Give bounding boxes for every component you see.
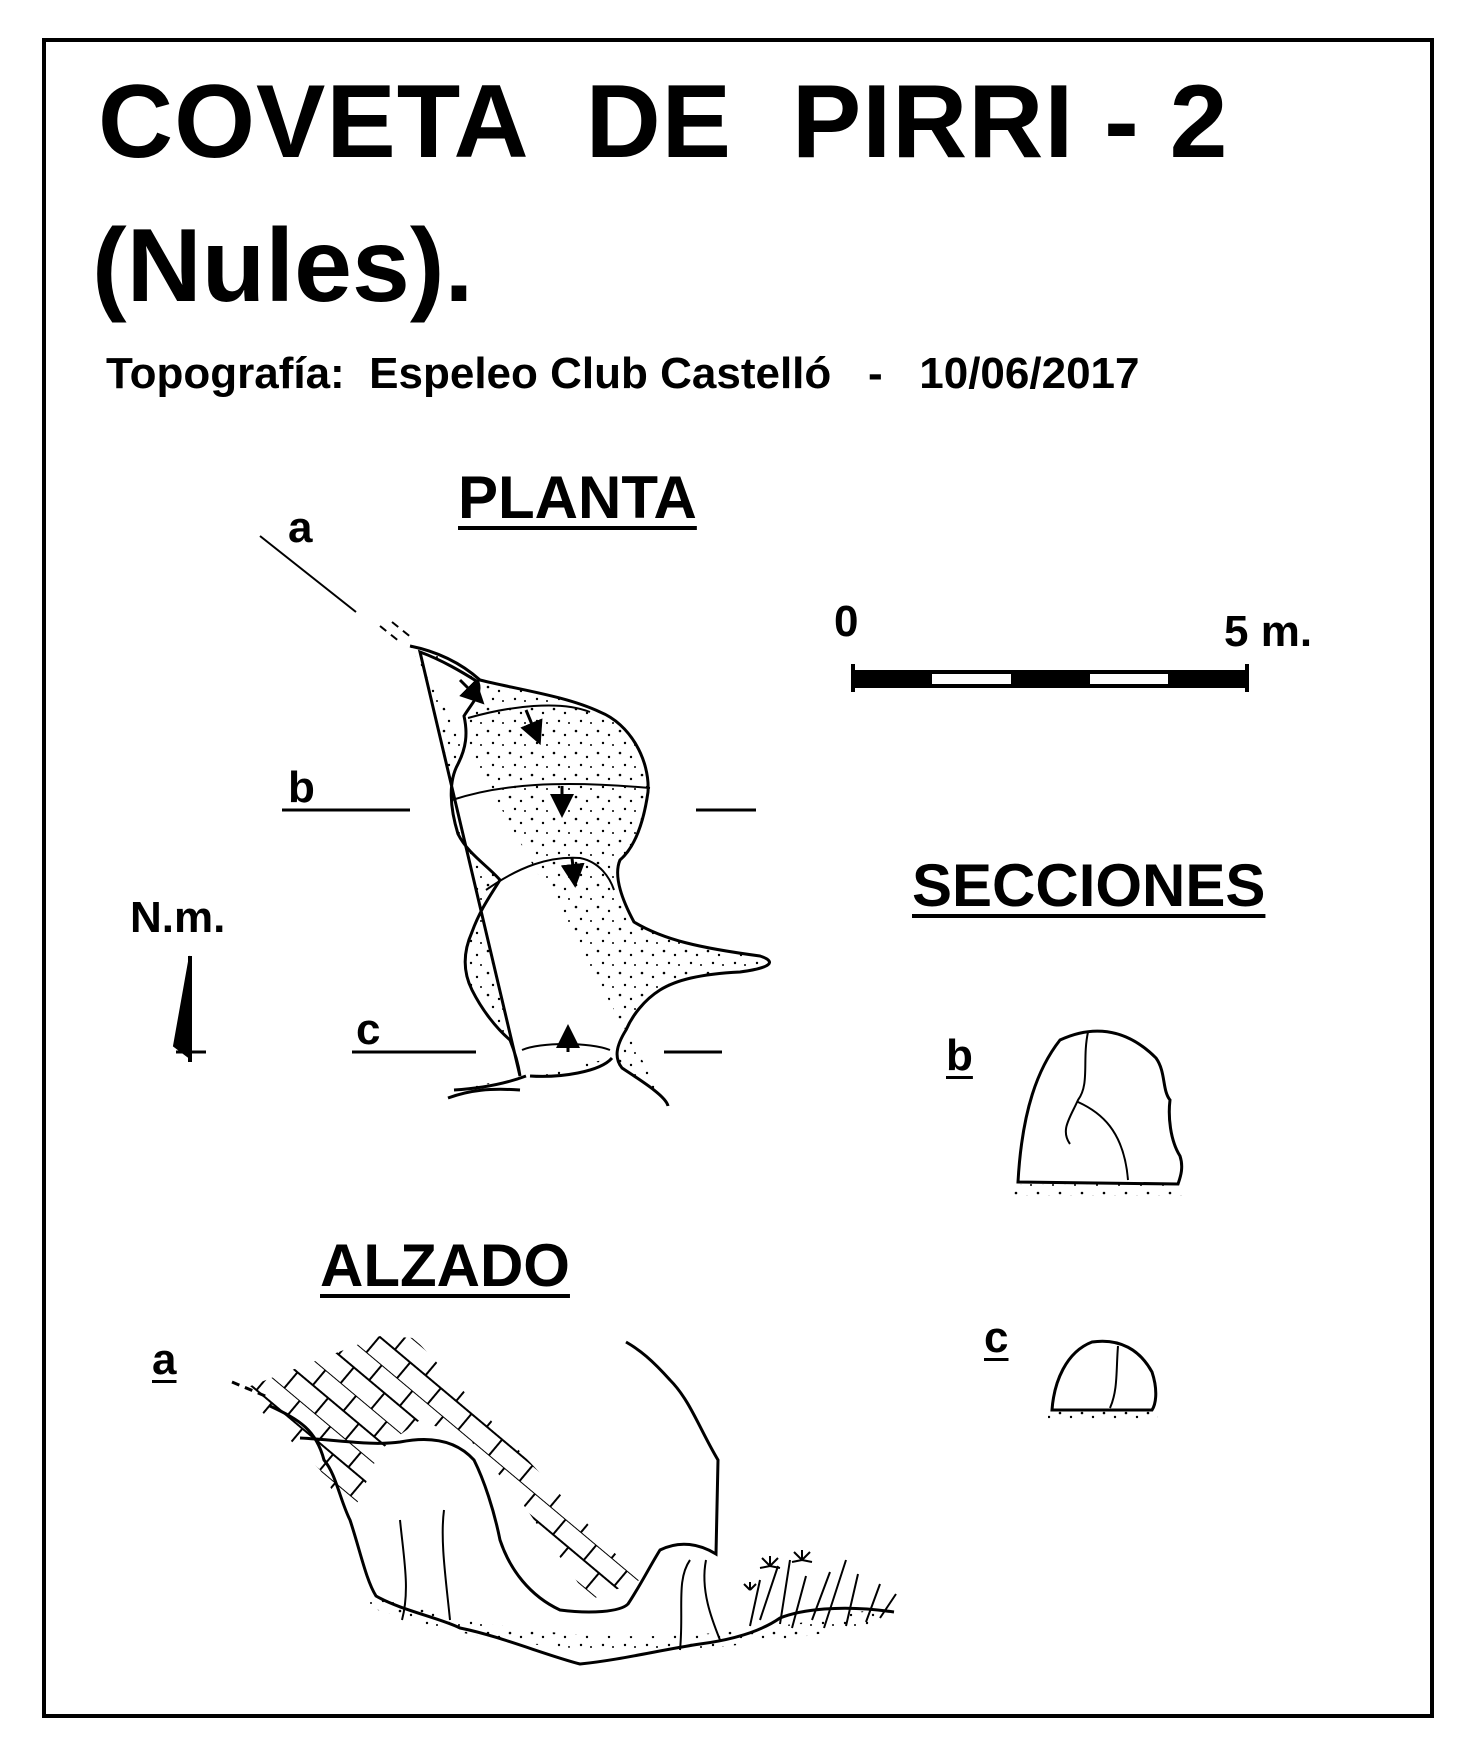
planta-label-a: a <box>288 503 313 552</box>
planta-heading: PLANTA <box>458 464 697 531</box>
north-label: N.m. <box>130 893 226 942</box>
alzado-profile-view <box>232 1336 896 1664</box>
map-title: COVETA DE PIRRI - 2 <box>98 64 1229 180</box>
planta-label-b: b <box>288 763 315 812</box>
scale-end-label: 5 m. <box>1224 607 1313 656</box>
section-label-c: c <box>984 1313 1009 1362</box>
section-label-b: b <box>946 1031 973 1080</box>
alzado-heading: ALZADO <box>320 1232 570 1299</box>
planta-label-c: c <box>356 1005 381 1054</box>
section-c-drawing <box>1048 1341 1158 1420</box>
section-b-drawing <box>1010 1031 1182 1196</box>
scale-bar <box>853 664 1247 692</box>
secciones-heading: SECCIONES <box>912 852 1266 919</box>
scale-start-label: 0 <box>834 597 859 646</box>
map-title-location: (Nules). <box>92 208 474 324</box>
north-arrow-icon <box>174 956 206 1062</box>
alzado-label-a: a <box>152 1335 177 1384</box>
planta-plan-view <box>260 536 770 1106</box>
survey-credit: Topografía: Espeleo Club Castelló - 10/06/2017 <box>106 349 1140 398</box>
